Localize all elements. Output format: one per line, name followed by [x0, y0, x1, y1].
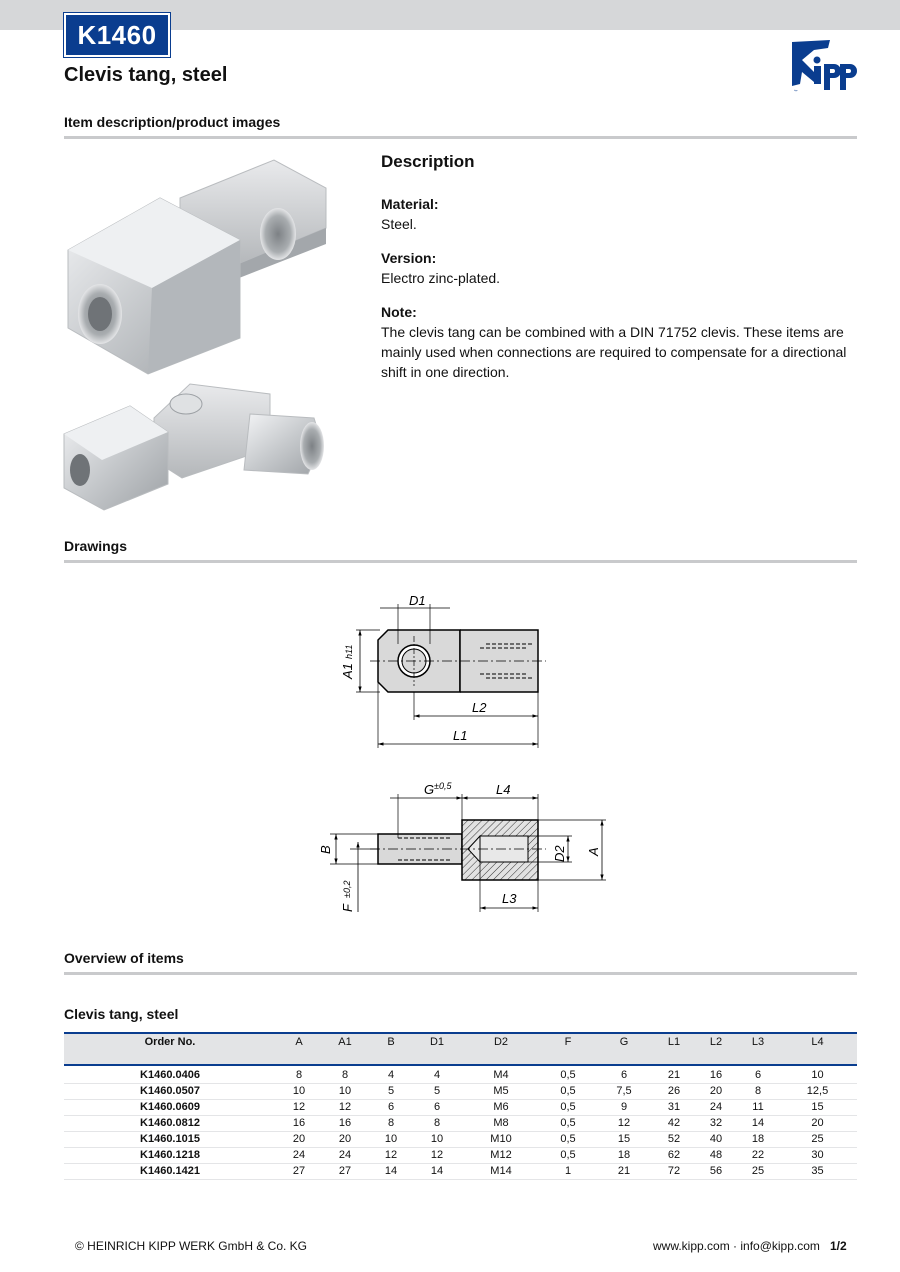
dim-d1: D1 — [409, 593, 426, 608]
table-row — [64, 1100, 857, 1116]
col-header: L1 — [654, 1033, 694, 1065]
logo-text: kipp — [794, 90, 798, 92]
dim-l3: L3 — [502, 891, 517, 906]
table-title: Clevis tang, steel — [64, 1006, 179, 1022]
col-header: D1 — [414, 1033, 460, 1065]
table-cell: 8 — [276, 1065, 322, 1084]
table-cell: 20 — [322, 1132, 368, 1148]
description-block — [381, 152, 857, 396]
dim-f-tol: ±0,2 — [342, 880, 352, 898]
table-cell: 10 — [276, 1084, 322, 1100]
table-cell: 10 — [414, 1132, 460, 1148]
table-cell: 8 — [414, 1116, 460, 1132]
table-cell: M5 — [460, 1084, 542, 1100]
table-row — [64, 1065, 857, 1084]
dim-l2: L2 — [472, 700, 487, 715]
table-cell: 24 — [276, 1148, 322, 1164]
table-cell: 22 — [738, 1148, 778, 1164]
table-cell: 24 — [322, 1148, 368, 1164]
dim-b: B — [318, 845, 333, 854]
table-cell: 30 — [778, 1148, 857, 1164]
dim-a: A — [586, 847, 601, 856]
table-cell: 0,5 — [542, 1100, 594, 1116]
table-cell: 11 — [738, 1100, 778, 1116]
table-cell: 20 — [694, 1084, 738, 1100]
table-cell: 8 — [322, 1065, 368, 1084]
table-cell: 12,5 — [778, 1084, 857, 1100]
table-cell: 25 — [738, 1164, 778, 1180]
table-cell: 21 — [594, 1164, 654, 1180]
table-cell: 16 — [276, 1116, 322, 1132]
table-cell: 42 — [654, 1116, 694, 1132]
dim-l1: L1 — [453, 728, 468, 743]
footer-contact[interactable]: www.kipp.com · info@kipp.com — [653, 1239, 820, 1253]
table-cell: 8 — [738, 1084, 778, 1100]
table-cell: 6 — [594, 1065, 654, 1084]
table-row — [64, 1164, 857, 1180]
table-cell: 4 — [414, 1065, 460, 1084]
order-number-cell: K1460.0406 — [64, 1065, 276, 1084]
kipp-logo — [784, 38, 860, 92]
product-images — [64, 148, 326, 518]
table-cell: 35 — [778, 1164, 857, 1180]
product-image-1 — [68, 160, 326, 374]
dim-f: F — [340, 904, 355, 912]
table-cell: 10 — [778, 1065, 857, 1084]
table-cell: 8 — [368, 1116, 414, 1132]
table-cell: 15 — [594, 1132, 654, 1148]
section-heading-images: Item description/product images — [64, 114, 857, 139]
table-cell: 20 — [778, 1116, 857, 1132]
table-row — [64, 1084, 857, 1100]
table-cell: 12 — [368, 1148, 414, 1164]
table-cell: 6 — [414, 1100, 460, 1116]
table-cell: 10 — [322, 1084, 368, 1100]
col-header: Order No. — [64, 1033, 276, 1065]
col-header: L2 — [694, 1033, 738, 1065]
note-value: The clevis tang can be combined with a DIN 71752 clevis. These items are mainly used when connections are required to compensate for a directional shift in one direction. — [381, 324, 847, 380]
table-cell: 18 — [738, 1132, 778, 1148]
drawing-top-view — [340, 593, 546, 748]
table-cell: M14 — [460, 1164, 542, 1180]
table-cell: 18 — [594, 1148, 654, 1164]
version-label: Version: — [381, 250, 437, 266]
table-cell: 15 — [778, 1100, 857, 1116]
table-cell: M6 — [460, 1100, 542, 1116]
table-cell: 7,5 — [594, 1084, 654, 1100]
col-header: L4 — [778, 1033, 857, 1065]
table-cell: 56 — [694, 1164, 738, 1180]
dim-l4: L4 — [496, 782, 511, 797]
table-cell: 20 — [276, 1132, 322, 1148]
footer-copyright: © HEINRICH KIPP WERK GmbH & Co. KG — [75, 1239, 307, 1253]
table-header-row — [64, 1033, 857, 1065]
order-number-cell: K1460.1218 — [64, 1148, 276, 1164]
table-cell: 21 — [654, 1065, 694, 1084]
table-cell: 48 — [694, 1148, 738, 1164]
table-cell: 6 — [368, 1100, 414, 1116]
table-cell: 0,5 — [542, 1084, 594, 1100]
table-cell: 16 — [694, 1065, 738, 1084]
table-cell: 4 — [368, 1065, 414, 1084]
table-cell: 10 — [368, 1132, 414, 1148]
material-label: Material: — [381, 196, 439, 212]
col-header: A1 — [322, 1033, 368, 1065]
table-cell: 32 — [694, 1116, 738, 1132]
table-row — [64, 1132, 857, 1148]
table-cell: 26 — [654, 1084, 694, 1100]
col-header: G — [594, 1033, 654, 1065]
drawing-section-view — [318, 781, 606, 912]
order-number-cell: K1460.1015 — [64, 1132, 276, 1148]
table-cell: 12 — [414, 1148, 460, 1164]
dim-a1-tol: h11 — [344, 644, 354, 659]
table-cell: 27 — [276, 1164, 322, 1180]
table-cell: 25 — [778, 1132, 857, 1148]
page-title: Clevis tang, steel — [64, 64, 228, 86]
version-value: Electro zinc-plated. — [381, 270, 501, 286]
dim-g: G — [424, 782, 435, 797]
table-cell: 6 — [738, 1065, 778, 1084]
table-cell: 62 — [654, 1148, 694, 1164]
table-cell: 40 — [694, 1132, 738, 1148]
order-number-cell: K1460.0812 — [64, 1116, 276, 1132]
order-number-cell: K1460.1421 — [64, 1164, 276, 1180]
dim-d2: D2 — [552, 845, 567, 862]
table-cell: 9 — [594, 1100, 654, 1116]
items-table — [64, 1032, 857, 1180]
table-cell: 5 — [368, 1084, 414, 1100]
dim-g-tol: ±0,5 — [434, 781, 452, 791]
col-header: D2 — [460, 1033, 542, 1065]
table-row — [64, 1148, 857, 1164]
note-label: Note: — [381, 304, 417, 320]
section-heading-overview: Overview of items — [64, 950, 857, 975]
table-cell: 0,5 — [542, 1116, 594, 1132]
table-cell: 12 — [276, 1100, 322, 1116]
col-header: F — [542, 1033, 594, 1065]
table-cell: 27 — [322, 1164, 368, 1180]
table-cell: 12 — [594, 1116, 654, 1132]
table-cell: 24 — [694, 1100, 738, 1116]
table-cell: 14 — [738, 1116, 778, 1132]
order-number-cell: K1460.0609 — [64, 1100, 276, 1116]
table-cell: 0,5 — [542, 1148, 594, 1164]
table-cell: M8 — [460, 1116, 542, 1132]
description-heading: Description — [381, 152, 475, 171]
table-cell: 72 — [654, 1164, 694, 1180]
col-header: L3 — [738, 1033, 778, 1065]
table-row — [64, 1116, 857, 1132]
product-code-badge: K1460 — [64, 13, 170, 57]
table-cell: 0,5 — [542, 1132, 594, 1148]
product-image-2 — [64, 384, 324, 510]
col-header: B — [368, 1033, 414, 1065]
table-cell: 5 — [414, 1084, 460, 1100]
table-cell: 14 — [368, 1164, 414, 1180]
table-cell: 1 — [542, 1164, 594, 1180]
table-cell: M12 — [460, 1148, 542, 1164]
table-cell: 14 — [414, 1164, 460, 1180]
technical-drawing — [320, 586, 620, 926]
footer-page-number: 1/2 — [830, 1239, 847, 1253]
material-value: Steel. — [381, 216, 417, 232]
col-header: A — [276, 1033, 322, 1065]
order-number-cell: K1460.0507 — [64, 1084, 276, 1100]
table-cell: 52 — [654, 1132, 694, 1148]
section-heading-drawings: Drawings — [64, 538, 857, 563]
table-cell: 12 — [322, 1100, 368, 1116]
table-cell: 31 — [654, 1100, 694, 1116]
table-cell: M10 — [460, 1132, 542, 1148]
dim-a1: A1 — [340, 663, 355, 679]
table-cell: M4 — [460, 1065, 542, 1084]
table-cell: 16 — [322, 1116, 368, 1132]
table-cell: 0,5 — [542, 1065, 594, 1084]
